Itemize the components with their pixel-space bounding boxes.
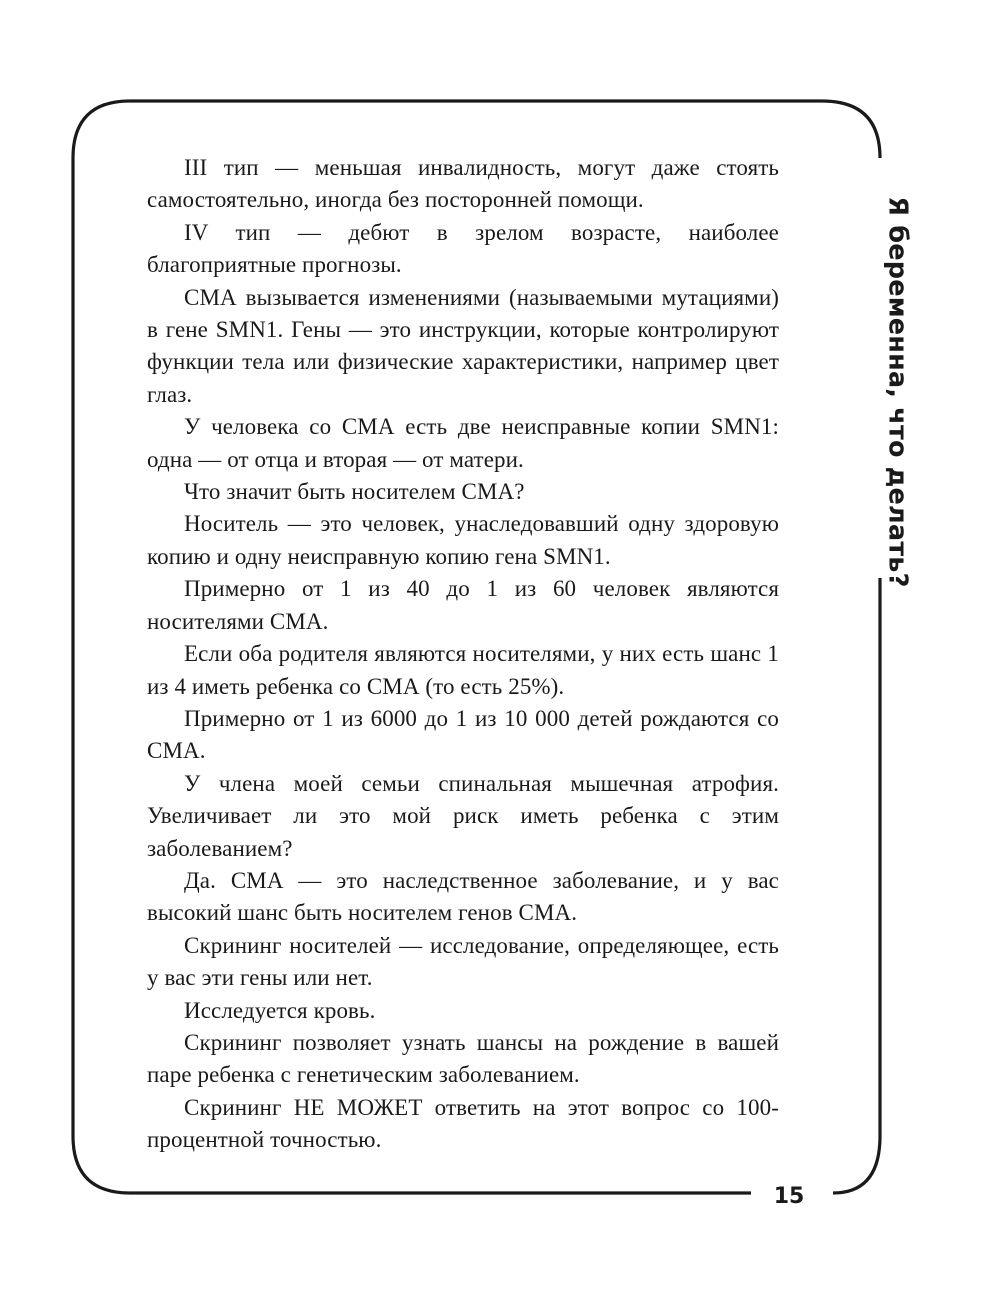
paragraph: Да. СМА — это наследственное заболевание, и у вас высокий шанс быть носителем генов СМА. — [147, 867, 779, 926]
paragraph: IV тип — дебют в зрелом возрасте, наиболее благоприятные прогнозы. — [147, 219, 779, 278]
paragraph: Носитель — это человек, унаследовавший одну здоровую копию и одну неисправную копию гена SMN1. — [147, 511, 779, 569]
paragraph: Скрининг носителей — исследование, определяющее, есть у вас эти гены или нет. — [147, 932, 779, 991]
paragraph: Скрининг НЕ МОЖЕТ ответить на этот вопрос со 100-процентной точностью. — [147, 1094, 779, 1153]
chapter-side-title-text: Я беременна, что делать? — [883, 196, 914, 588]
paragraph: Если оба родителя являются носителями, у них есть шанс 1 из 4 иметь ребенка со СМА (то есть 25%). — [147, 641, 779, 699]
page-number: 15 — [773, 1184, 805, 1209]
paragraph: Что значит быть носителем СМА? — [184, 479, 525, 505]
paragraph: Примерно от 1 из 40 до 1 из 60 человек являются носителями СМА. — [147, 576, 779, 634]
frame-border-right — [833, 578, 880, 1193]
chapter-side-title — [878, 196, 918, 588]
paragraph: III тип — меньшая инвалидность, могут даже стоять самостоятельно, иногда без посторонней помощи. — [147, 155, 779, 213]
paragraph: Исследуется кровь. — [184, 997, 376, 1023]
paragraph: У члена моей семьи спинальная мышечная атрофия. Увеличивает ли это мой риск иметь ребенка с этим заболеванием? — [147, 770, 779, 861]
paragraph: Скрининг позволяет узнать шансы на рождение в вашей паре ребенка с генетическим заболеванием. — [147, 1029, 779, 1088]
body-text — [147, 152, 779, 1157]
paragraph: У человека со СМА есть две неисправные копии SMN1: одна — от отца и вторая — от матери. — [147, 414, 779, 472]
paragraph: СМА вызывается изменениями (называемыми мутациями) в гене SMN1. Гены — это инструкции, которые контролируют функции тела или физические характеристики, например цвет глаз. — [147, 284, 779, 407]
paragraph: Примерно от 1 из 6000 до 1 из 10 000 детей рождаются со СМА. — [147, 705, 779, 764]
